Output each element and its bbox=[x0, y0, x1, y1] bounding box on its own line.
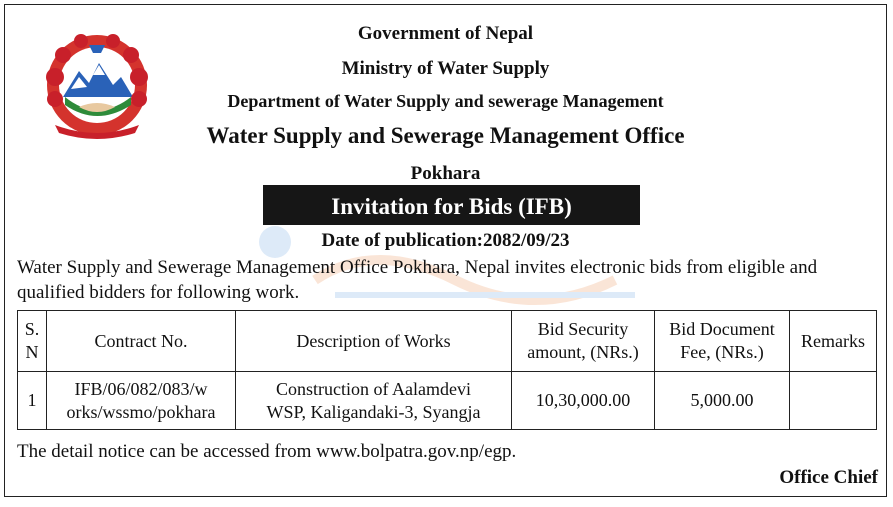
ifb-banner: Invitation for Bids (IFB) bbox=[263, 185, 640, 225]
bid-table bbox=[17, 310, 877, 430]
publication-date: Date of publication:2082/09/23 bbox=[321, 230, 570, 251]
header-fee-line2: Fee, (NRs.) bbox=[680, 342, 764, 362]
footer-note: The detail notice can be accessed from www.bolpatra.gov.np/egp. bbox=[17, 441, 517, 462]
header-remarks: Remarks bbox=[790, 311, 877, 372]
header-sn-line2: N bbox=[25, 342, 39, 362]
office-location: Pokhara bbox=[410, 163, 481, 184]
government-title: Government of Nepal bbox=[357, 23, 534, 44]
cell-remarks bbox=[790, 372, 877, 430]
office-title: Water Supply and Sewerage Management Office bbox=[206, 123, 685, 148]
cell-description bbox=[236, 372, 512, 430]
header-fee-line1: Bid Document bbox=[669, 319, 775, 339]
header-sn bbox=[18, 311, 47, 372]
header-sn-line1: S. bbox=[24, 319, 40, 339]
cell-description-line1: Construction of Aalamdevi bbox=[276, 378, 471, 399]
header-fee bbox=[655, 311, 790, 372]
cell-sn: 1 bbox=[18, 372, 47, 430]
table-header-row bbox=[18, 311, 877, 372]
header-contract: Contract No. bbox=[47, 311, 236, 372]
header-description: Description of Works bbox=[236, 311, 512, 372]
cell-contract-line2: orks/wssmo/pokhara bbox=[66, 401, 216, 422]
notice-page bbox=[4, 4, 887, 497]
signature: Office Chief bbox=[779, 467, 878, 488]
ministry-title: Ministry of Water Supply bbox=[341, 58, 550, 79]
header-security-line2: amount, (NRs.) bbox=[527, 342, 639, 362]
cell-description-line2: WSP, Kaligandaki-3, Syangja bbox=[266, 401, 481, 422]
department-title: Department of Water Supply and sewerage Management bbox=[227, 91, 664, 111]
header-security-line1: Bid Security bbox=[537, 319, 629, 339]
header-security bbox=[512, 311, 655, 372]
cell-security: 10,30,000.00 bbox=[512, 372, 655, 430]
intro-paragraph: Water Supply and Sewerage Management Office Pokhara, Nepal invites electronic bids from eligible and qualified bidders for following work. bbox=[17, 257, 818, 303]
cell-contract bbox=[47, 372, 236, 430]
cell-fee: 5,000.00 bbox=[655, 372, 790, 430]
cell-contract-line1: IFB/06/082/083/w bbox=[74, 378, 208, 399]
table-row bbox=[18, 372, 877, 430]
